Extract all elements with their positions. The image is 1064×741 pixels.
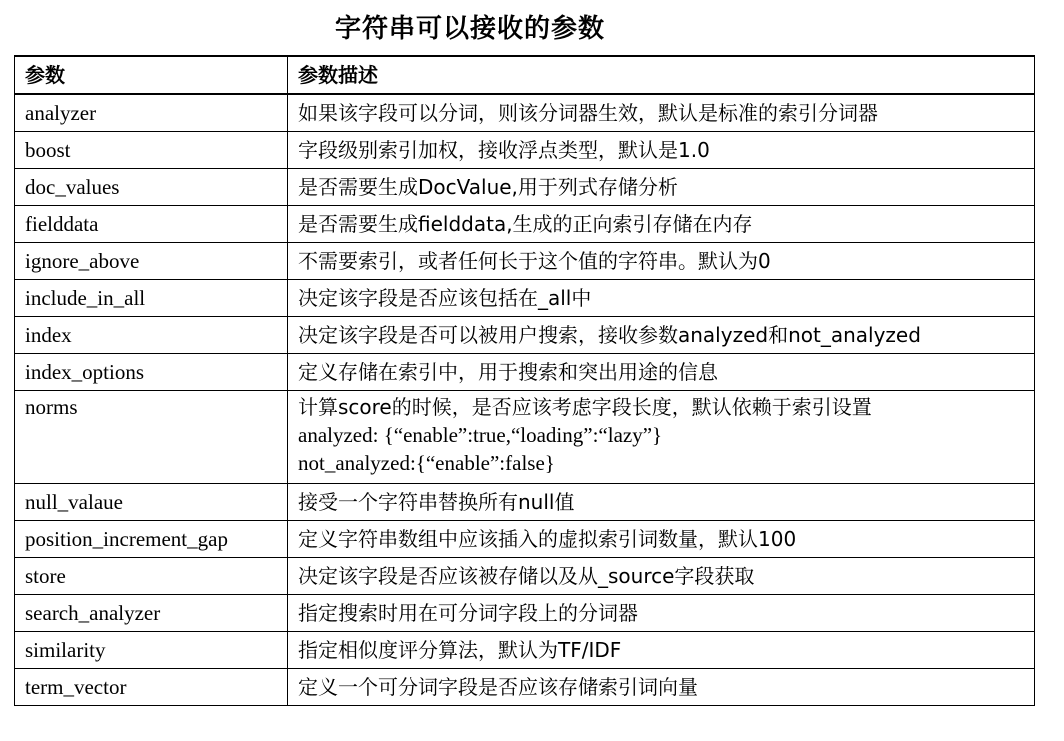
param-description: 定义字符串数组中应该插入的虚拟索引词数量，默认100 bbox=[288, 521, 1035, 558]
table-row bbox=[15, 595, 1035, 632]
column-header-description: 参数描述 bbox=[288, 56, 1035, 94]
param-description: 接受一个字符串替换所有null值 bbox=[288, 484, 1035, 521]
table-row bbox=[15, 243, 1035, 280]
param-description: 定义存储在索引中，用于搜索和突出用途的信息 bbox=[288, 354, 1035, 391]
param-name: include_in_all bbox=[15, 280, 288, 317]
parameter-table bbox=[14, 55, 1035, 706]
param-name: search_analyzer bbox=[15, 595, 288, 632]
table-row bbox=[15, 94, 1035, 132]
table-row bbox=[15, 280, 1035, 317]
param-name: index bbox=[15, 317, 288, 354]
param-description: 决定该字段是否可以被用户搜索，接收参数analyzed和not_analyzed bbox=[288, 317, 1035, 354]
table-row bbox=[15, 206, 1035, 243]
description-line: not_analyzed:{“enable”:false} bbox=[298, 451, 555, 475]
param-name: term_vector bbox=[15, 669, 288, 706]
param-name: store bbox=[15, 558, 288, 595]
table-row bbox=[15, 132, 1035, 169]
table-row bbox=[15, 669, 1035, 706]
param-description: 决定该字段是否应该被存储以及从_source字段获取 bbox=[288, 558, 1035, 595]
param-description: 决定该字段是否应该包括在_all中 bbox=[288, 280, 1035, 317]
table-row bbox=[15, 632, 1035, 669]
table-row bbox=[15, 169, 1035, 206]
param-description bbox=[288, 391, 1035, 484]
table-row bbox=[15, 391, 1035, 484]
param-name: fielddata bbox=[15, 206, 288, 243]
param-name: similarity bbox=[15, 632, 288, 669]
table-row bbox=[15, 354, 1035, 391]
param-name: norms bbox=[15, 391, 288, 484]
param-name: position_increment_gap bbox=[15, 521, 288, 558]
param-description: 是否需要生成DocValue,用于列式存储分析 bbox=[288, 169, 1035, 206]
table-row bbox=[15, 521, 1035, 558]
param-description: 指定相似度评分算法，默认为TF/IDF bbox=[288, 632, 1035, 669]
param-description: 不需要索引，或者任何长于这个值的字符串。默认为0 bbox=[288, 243, 1035, 280]
param-name: ignore_above bbox=[15, 243, 288, 280]
table-header-row bbox=[15, 56, 1035, 94]
description-line: analyzed: {“enable”:true,“loading”:“lazy”} bbox=[298, 423, 663, 447]
param-name: doc_values bbox=[15, 169, 288, 206]
param-name: index_options bbox=[15, 354, 288, 391]
table-row bbox=[15, 317, 1035, 354]
param-description: 是否需要生成fielddata,生成的正向索引存储在内存 bbox=[288, 206, 1035, 243]
description-line: 计算score的时候，是否应该考虑字段长度，默认依赖于索引设置 bbox=[298, 395, 872, 419]
param-name: boost bbox=[15, 132, 288, 169]
param-description: 如果该字段可以分词，则该分词器生效，默认是标准的索引分词器 bbox=[288, 94, 1035, 132]
page-title: 字符串可以接收的参数 bbox=[334, 14, 605, 44]
param-name: null_valaue bbox=[15, 484, 288, 521]
column-header-param: 参数 bbox=[15, 56, 288, 94]
table-row bbox=[15, 558, 1035, 595]
table-row bbox=[15, 484, 1035, 521]
param-name: analyzer bbox=[15, 94, 288, 132]
param-description: 定义一个可分词字段是否应该存储索引词向量 bbox=[288, 669, 1035, 706]
param-description: 指定搜索时用在可分词字段上的分词器 bbox=[288, 595, 1035, 632]
param-description: 字段级别索引加权，接收浮点类型，默认是1.0 bbox=[288, 132, 1035, 169]
